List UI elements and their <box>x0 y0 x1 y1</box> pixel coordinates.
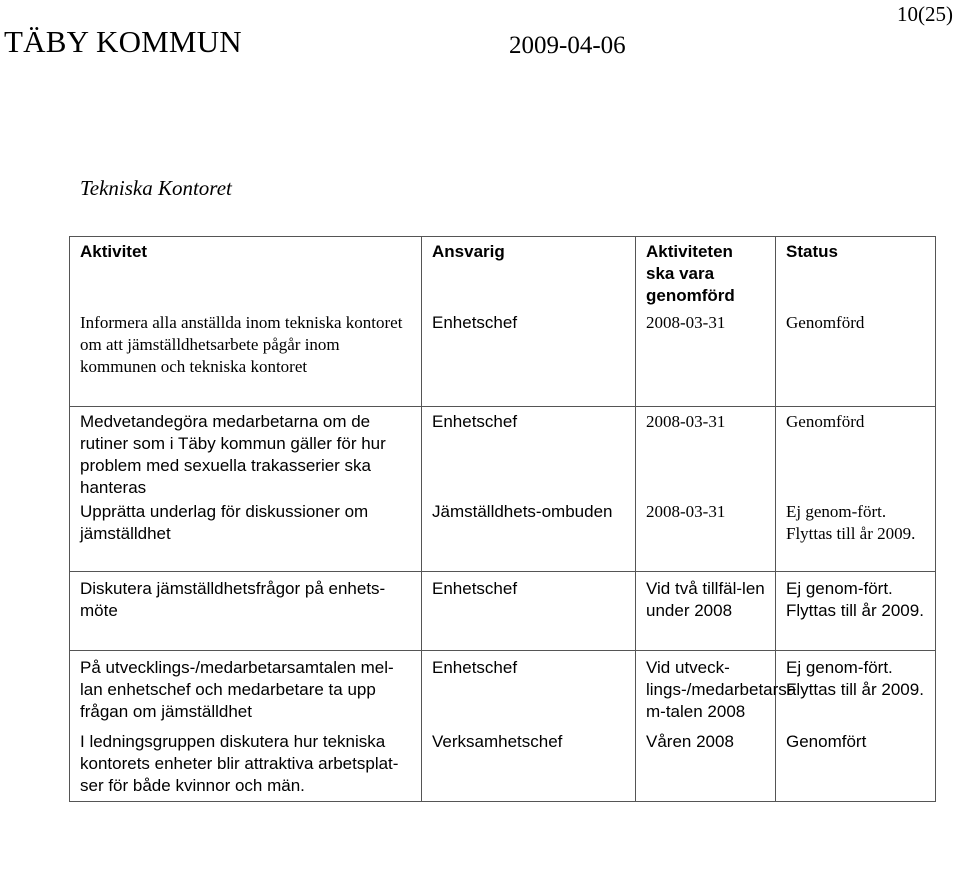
cell-activity: Medvetandegöra medarbetarna om de rutiner som i Täby kommun gäller för hur problem med sexuella trakasserier ska hanteras <box>70 407 422 500</box>
cell-responsible: Verksamhetschef <box>422 727 636 802</box>
cell-status: Ej genom-fört. Flyttas till år 2009. <box>776 499 936 572</box>
section-title: Tekniska Kontoret <box>80 176 232 200</box>
cell-activity: I ledningsgruppen diskutera hur tekniska kontorets enheter blir attraktiva arbetsplat-ser för både kvinnor och män. <box>70 727 422 802</box>
table-row <box>70 407 936 500</box>
table-row <box>70 651 936 728</box>
header-activity: Aktivitet <box>70 237 422 311</box>
activity-table <box>69 236 936 802</box>
cell-responsible: Enhetschef <box>422 651 636 728</box>
table-row <box>70 572 936 651</box>
cell-deadline: Vid utveck-lings-/medarbetarsa m-talen 2008 <box>636 651 776 728</box>
cell-activity: Informera alla anställda inom tekniska kontoret om att jämställdhetsarbete pågår inom kommunen och tekniska kontoret <box>70 310 422 407</box>
header-date: 2009-04-06 <box>509 32 626 59</box>
cell-deadline: 2008-03-31 <box>636 499 776 572</box>
cell-deadline: 2008-03-31 <box>636 310 776 407</box>
cell-status: Genomförd <box>776 310 936 407</box>
page-number: 10(25) <box>897 2 953 26</box>
table-row <box>70 499 936 572</box>
cell-status: Ej genom-fört. Flyttas till år 2009. <box>776 651 936 728</box>
cell-status: Ej genom-fört. Flyttas till år 2009. <box>776 572 936 651</box>
page-header <box>0 0 960 70</box>
cell-deadline: Våren 2008 <box>636 727 776 802</box>
table-row <box>70 310 936 407</box>
header-responsible: Ansvarig <box>422 237 636 311</box>
cell-activity: Diskutera jämställdhetsfrågor på enhets-möte <box>70 572 422 651</box>
cell-activity: På utvecklings-/medarbetarsamtalen mel-lan enhetschef och medarbetare ta upp frågan om jämställdhet <box>70 651 422 728</box>
cell-activity: Upprätta underlag för diskussioner om jämställdhet <box>70 499 422 572</box>
header-status: Status <box>776 237 936 311</box>
table-header-row <box>70 237 936 311</box>
cell-status: Genomfört <box>776 727 936 802</box>
cell-deadline: Vid två tillfäl-len under 2008 <box>636 572 776 651</box>
org-name: TÄBY KOMMUN <box>4 24 242 59</box>
cell-responsible: Enhetschef <box>422 407 636 500</box>
cell-responsible: Jämställdhets-ombuden <box>422 499 636 572</box>
cell-responsible: Enhetschef <box>422 572 636 651</box>
cell-status: Genomförd <box>776 407 936 500</box>
cell-responsible: Enhetschef <box>422 310 636 407</box>
cell-deadline: 2008-03-31 <box>636 407 776 500</box>
header-deadline: Aktiviteten ska vara genomförd <box>636 237 776 311</box>
table-row <box>70 727 936 802</box>
